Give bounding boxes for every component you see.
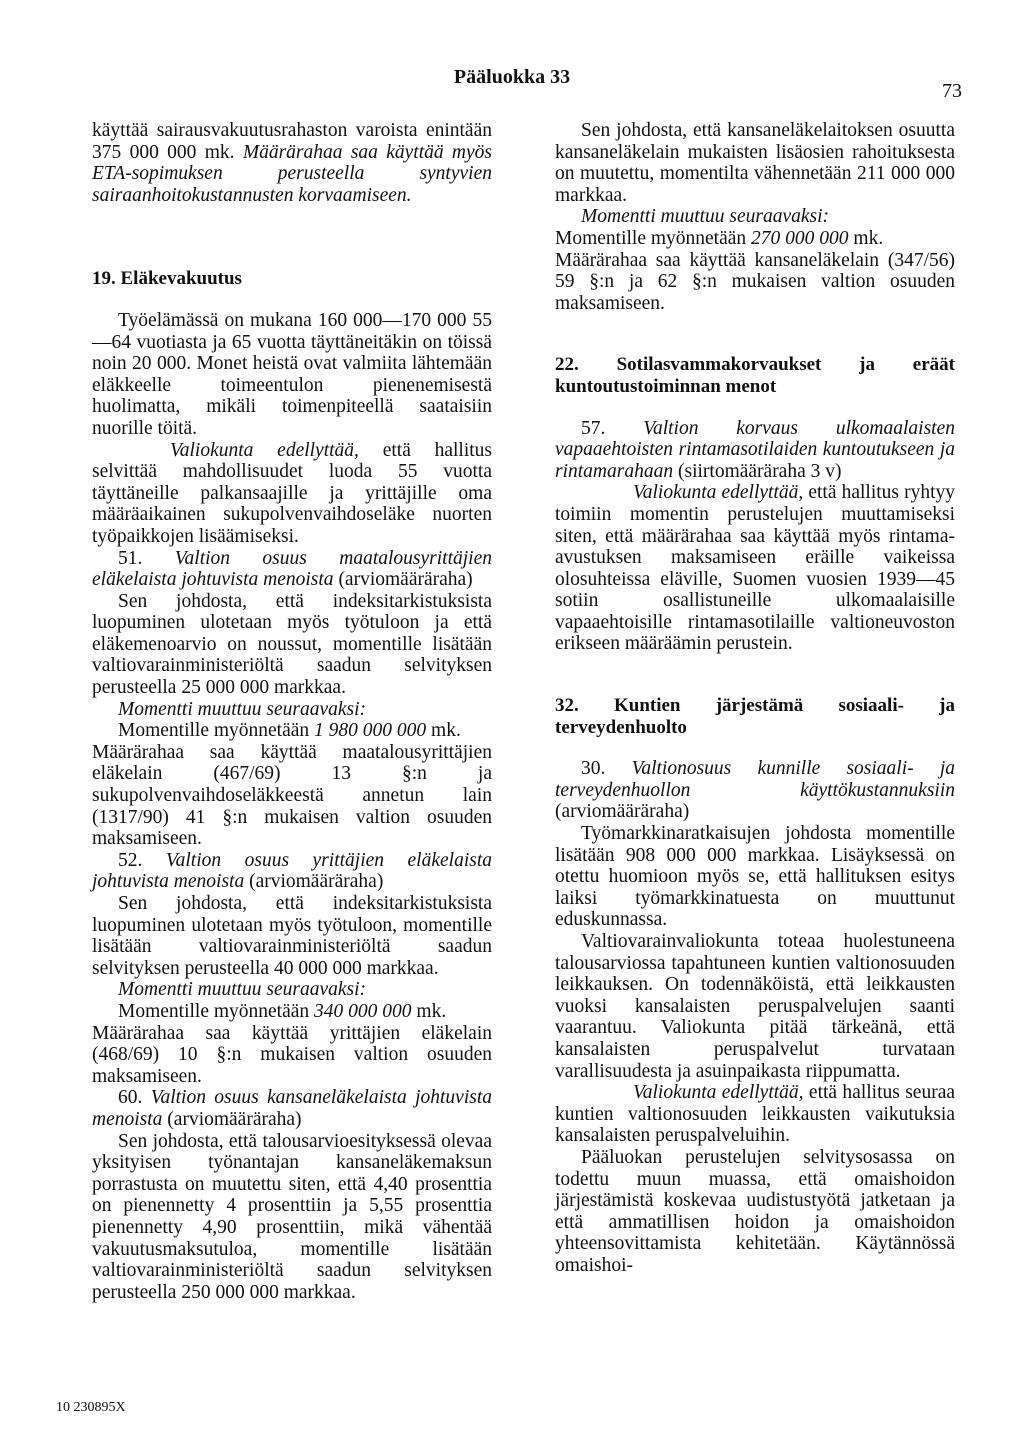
moment-30-paragraph-2: Valtiovarainvaliokunta toteaa huolestuneena talousarviossa tapahtuneen kuntien valtionosuuden leikkauksen. On todennäköistä, että leikkausten vuoksi kansalaisten peruspalvelujen saanti vaarantuu. Valiokunta pitää tärkeänä, että kansalaisten peruspalvelut turvataan varallisuudesta ja asuinpaikasta riippumatta. — [555, 931, 955, 1082]
moment-30-paragraph-1: Työmarkkinaratkaisujen johdosta momentille lisätään 908 000 000 markkaa. Lisäyksessä on otettu huomioon myös se, että hallituksen esitys laiksi työmarkkinatuesta on muuttunut eduskunnassa. — [555, 823, 955, 931]
right-use: Määrärahaa saa käyttää kansaneläkelain (347/56) 59 §:n ja 62 §:n mukaisen valtion osuuden maksamiseen. — [555, 249, 955, 314]
moment-30-paragraph-3: Valiokunta edellyttää, että hallitus seuraa kuntien valtionosuuden leikkausten vaikutuksia kansalaisten peruspalveluihin. — [555, 1082, 956, 1147]
right-change: Momentti muuttuu seuraavaksi: — [581, 206, 830, 228]
moment-52-change: Momentti muuttuu seuraavaksi: — [118, 979, 367, 1001]
moment-51-grant: Momentille myönnetään 1 980 000 000 mk. — [118, 720, 461, 742]
moment-51-text: Sen johdosta, että indeksitarkistuksista luopuminen ulotetaan myös työtuloon ja että eläkemenoarvio on noussut, momentille lisätään valtiovarainministeriöltä saadun selvityksen perusteella 25 000 000 markkaa. — [92, 590, 492, 699]
running-header: Pääluokka 33 — [453, 66, 571, 88]
moment-51-title: 51. Valtion osuus maatalousyrittäjien eläkelaista johtuvista menoista (arviomääräraha) — [92, 547, 492, 591]
right-paragraph-1: Sen johdosta, että kansaneläkelaitoksen osuutta kansaneläkelain mukaisten lisäosien rahoituksesta on muutettu, momentilta vähennetään 211 000 000 markkaa. — [555, 120, 955, 206]
left-paragraph-3: Valiokunta edellyttää, että hallitus selvittää mahdollisuudet luoda 55 vuotta täyttäneille palkansaajille ja yrittäjille oma määräaikainen sukupolvenvaihdoseläke nuorten työpaikkojen lisäämiseksi. — [92, 439, 493, 547]
moment-57-title: 57. Valtion korvaus ulkomaalaisten vapaaehtoisten rintamasotilaiden kuntoutukseen ja rintamarahaan (siirtomääräraha 3 v) — [555, 417, 955, 482]
moment-52-text: Sen johdosta, että indeksitarkistuksista luopuminen ulotetaan myös työtuloon, momentille lisätään valtiovarainministeriöltä saadun selvityksen perusteella 40 000 000 markkaa. — [92, 893, 492, 979]
right-grant: Momentille myönnetään 270 000 000 mk. — [555, 227, 884, 249]
moment-60-text: Sen johdosta, että talousarvioesityksessä olevaa yksityisen työnantajan kansaneläkemaksun porrastusta on muutettu siten, että 4,40 prosenttia on pienennetty 4 prosenttiin ja 5,55 prosenttia pienennetty 4,90 prosenttiin, mikä vähentää vakuutusmaksutuloa, momentille lisätään valtiovarainministeriöltä saadun selvityksen perusteella 250 000 000 markkaa. — [92, 1130, 492, 1303]
moment-51-use: Määrärahaa saa käyttää maatalousyrittäjien eläkelain (467/69) 13 §:n ja sukupolvenvaihdoseläkkeestä annetun lain (1317/90) 41 §:n mukaisen valtion osuuden maksamiseen. — [92, 741, 492, 850]
moment-51-change: Momentti muuttuu seuraavaksi: — [118, 698, 367, 720]
moment-52-title: 52. Valtion osuus yrittäjien eläkelaista johtuvista menoista (arviomääräraha) — [92, 849, 492, 893]
left-paragraph-2: Työelämässä on mukana 160 000—170 000 55—64 vuotiasta ja 65 vuotta täyttäneitäkin on töissä noin 20 000. Monet heistä ovat valmiita lähtemään eläkkeelle toimeentulon pienenemisestä huolimatta, mikäli toimenpiteellä saataisiin nuorille töitä. — [92, 309, 492, 439]
moment-52-grant: Momentille myönnetään 340 000 000 mk. — [118, 1000, 447, 1022]
left-column — [92, 120, 492, 1303]
page-number: 73 — [942, 80, 962, 102]
moment-30-title: 30. Valtionosuus kunnille sosiaali- ja terveydenhuollon käyttökustannuksiin (arviomääräraha) — [555, 758, 955, 823]
footer-code: 10 230895X — [56, 1400, 126, 1415]
section-heading-19: 19. Eläkevakuutus — [92, 268, 242, 290]
moment-30-paragraph-4: Pääluokan perustelujen selvitysosassa on todettu muun muassa, että omaishoidon järjestämistä koskevaa uudistustyötä jatketaan ja että ammatillisen hoidon ja omaishoidon yhteensovittamista kehitetään. Käytännössä omaishoi- — [555, 1146, 955, 1276]
moment-52-use: Määrärahaa saa käyttää yrittäjien eläkelain (468/69) 10 §:n mukaisen valtion osuuden maksamiseen. — [92, 1022, 492, 1087]
section-heading-22: 22. Sotilasvammakorvaukset ja eräät kuntoutustoiminnan menot — [555, 354, 955, 397]
section-heading-32: 32. Kuntien järjestämä sosiaali- ja terveydenhuolto — [555, 695, 955, 738]
moment-57-text: Valiokunta edellyttää, että hallitus ryhtyy toimiin momentin perustelujen muuttamiseksi siten, että määrärahaa saa käyttää myös rintama-avustuksen maksamiseen eräille vaikeissa olosuhteissa eläville, Suomen vuosien 1939—45 sotiin osallistuneille ulkomaalaisille vapaaehtoisille rintamasotilaille valtioneuvoston erikseen määräämin perustein. — [555, 482, 956, 655]
left-paragraph-1: käyttää sairausvakuutusrahaston varoista enintään 375 000 000 mk. Määrärahaa saa käyttää myös ETA-sopimuksen perusteella syntyvien sairaanhoitokustannusten korvaamiseen. — [92, 120, 493, 206]
moment-60-title: 60. Valtion osuus kansaneläkelaista johtuvista menoista (arviomääräraha) — [92, 1087, 492, 1130]
right-column — [555, 120, 955, 1277]
